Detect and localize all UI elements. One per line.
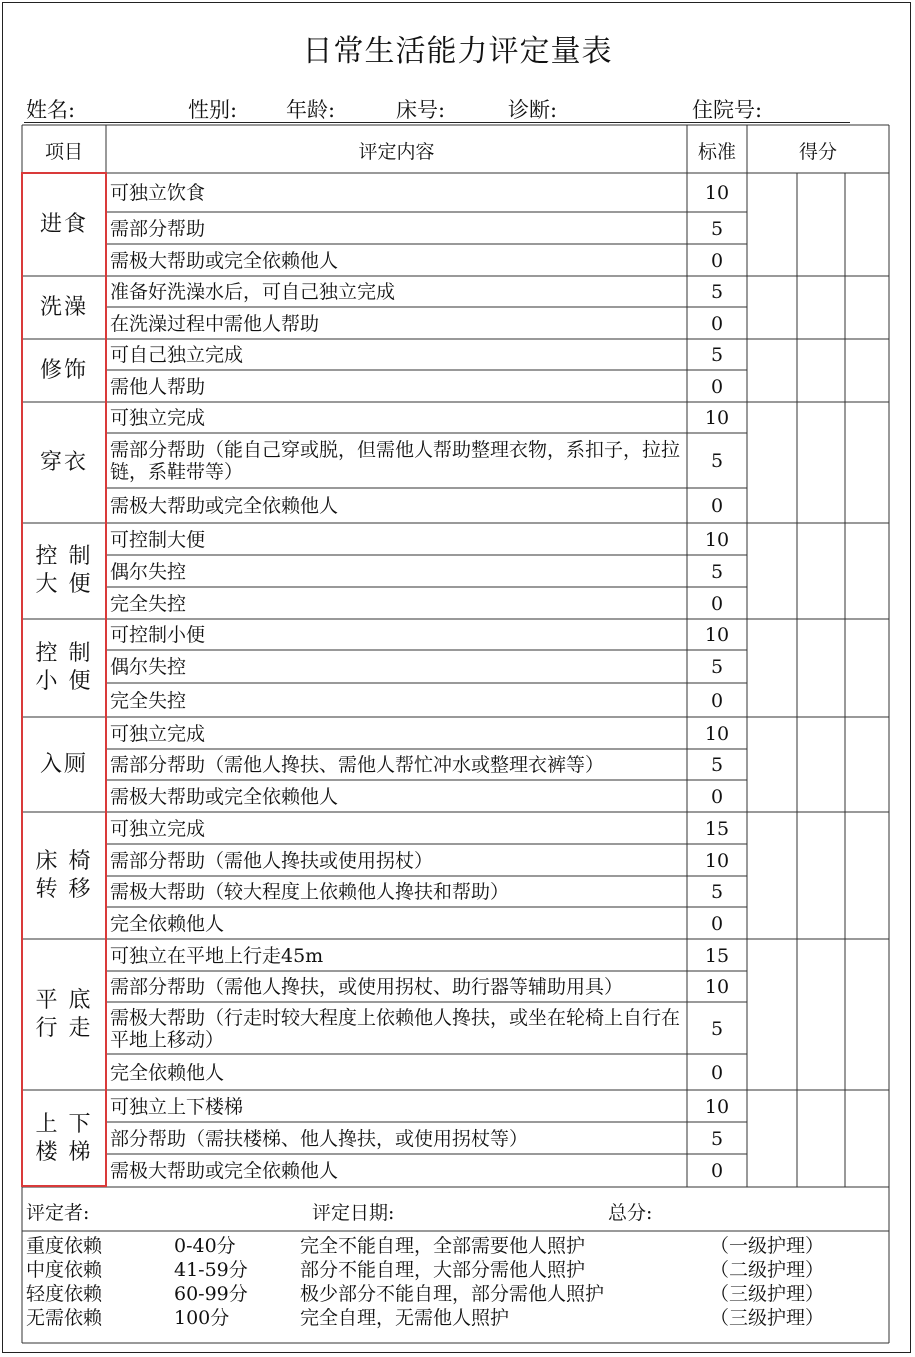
standard-score: 0 [710, 495, 724, 517]
standard-score: 10 [704, 624, 730, 646]
category-label: 控 制 小 便 [35, 641, 93, 694]
patient-info-line [24, 94, 850, 123]
level-desc: 部分不能自理，大部分需他人照护 [300, 1259, 586, 1281]
item-text: 部分帮助（需扶楼梯、他人搀扶，或使用拐杖等） [110, 1127, 529, 1150]
level-label: 无需依赖 [26, 1307, 103, 1329]
item-text: 在洗澡过程中需他人帮助 [110, 312, 320, 335]
category-label: 平 底 行 走 [35, 987, 93, 1041]
item-text: 可控制小便 [110, 624, 206, 646]
level-care: （三级护理） [710, 1283, 825, 1305]
item-text: 需极大帮助或完全依赖他人 [110, 249, 339, 272]
level-desc: 完全不能自理，全部需要他人照护 [300, 1235, 586, 1257]
item-text: 可控制大便 [110, 528, 206, 551]
standard-score: 15 [704, 944, 730, 967]
item-text: 需部分帮助（需他人搀扶，或使用拐杖、助行器等辅助用具） [110, 976, 624, 998]
item-text: 偶尔失控 [110, 560, 187, 583]
item-text: 完全失控 [110, 689, 187, 712]
header-content: 评定内容 [358, 141, 435, 163]
item-text: 需极大帮助或完全依赖他人 [110, 785, 339, 808]
standard-score: 5 [710, 881, 724, 903]
level-care: （三级护理） [710, 1307, 825, 1329]
item-text: 可独立完成 [110, 817, 206, 840]
item-text: 需部分帮助（需他人搀扶、需他人帮忙冲水或整理衣裤等） [110, 754, 605, 776]
item-text: 准备好洗澡水后，可自己独立完成 [110, 281, 396, 303]
category-label: 入厕 [39, 751, 88, 777]
level-care: （二级护理） [710, 1259, 825, 1281]
standard-score: 5 [710, 344, 724, 366]
gender-field[interactable]: 性别: [188, 98, 238, 122]
standard-score: 0 [710, 312, 724, 335]
standard-score: 0 [710, 689, 724, 712]
standard-score: 0 [710, 592, 724, 615]
standard-score: 0 [710, 912, 724, 935]
standard-score: 5 [710, 1017, 724, 1040]
standard-score: 10 [704, 976, 730, 998]
standard-score: 0 [710, 1061, 724, 1084]
level-label: 中度依赖 [26, 1259, 103, 1281]
item-text: 完全依赖他人 [110, 1061, 225, 1084]
level-label: 轻度依赖 [26, 1283, 103, 1305]
standard-score: 0 [710, 1160, 724, 1182]
item-text: 需极大帮助（较大程度上依赖他人搀扶和帮助） [110, 881, 510, 903]
item-text: 需他人帮助 [110, 375, 206, 398]
header-standard: 标准 [697, 141, 736, 163]
item-text: 完全依赖他人 [110, 912, 225, 935]
level-range: 41-59分 [174, 1259, 248, 1281]
standard-score: 0 [710, 375, 724, 398]
item-text: 可独立饮食 [110, 182, 206, 204]
item-text: 可独立在平地上行走45m [110, 944, 324, 967]
item-text: 需部分帮助（需他人搀扶或使用拐杖） [110, 849, 434, 872]
level-desc: 极少部分不能自理，部分需他人照护 [300, 1283, 605, 1305]
level-desc: 完全自理，无需他人照护 [300, 1307, 510, 1329]
item-text: 需极大帮助（行走时较大程度上依赖他人搀扶，或坐在轮椅上自行在平地上移动） [110, 1006, 681, 1051]
item-text: 需极大帮助或完全依赖他人 [110, 495, 339, 517]
date-field[interactable]: 评定日期: [312, 1202, 395, 1224]
category-label: 床 椅 转 移 [35, 848, 93, 902]
item-text: 需极大帮助或完全依赖他人 [110, 1160, 339, 1182]
standard-score: 5 [710, 754, 724, 776]
standard-score: 0 [710, 249, 724, 272]
item-text: 可独立完成 [110, 407, 206, 429]
standard-score: 5 [710, 450, 724, 472]
item-text: 可独立上下楼梯 [110, 1095, 244, 1118]
standard-score: 5 [710, 217, 724, 240]
item-text: 需部分帮助 [110, 217, 206, 240]
standard-score: 15 [704, 817, 730, 840]
item-text: 可自己独立完成 [110, 344, 244, 366]
standard-score: 0 [710, 785, 724, 808]
standard-score: 10 [704, 722, 730, 745]
category-label: 控 制 大 便 [35, 544, 93, 597]
standard-score: 5 [710, 1127, 724, 1150]
standard-score: 10 [704, 407, 730, 429]
item-text: 需部分帮助（能自己穿或脱，但需他人帮助整理衣物，系扣子，拉拉链，系鞋带等） [110, 439, 681, 483]
level-range: 100分 [174, 1307, 230, 1329]
standard-score: 5 [710, 560, 724, 583]
item-text: 可独立完成 [110, 722, 206, 745]
level-range: 60-99分 [174, 1283, 248, 1305]
category-label: 上 下 楼 梯 [35, 1111, 93, 1165]
age-field[interactable]: 年龄: [286, 98, 336, 122]
standard-score: 5 [710, 656, 724, 678]
standard-score: 10 [704, 1095, 730, 1118]
category-label: 修饰 [39, 357, 88, 383]
category-label: 穿衣 [39, 449, 88, 475]
header-score: 得分 [798, 141, 837, 163]
standard-score: 10 [704, 849, 730, 872]
admission-number-field[interactable]: 住院号: [692, 98, 763, 122]
item-text: 完全失控 [110, 592, 187, 615]
name-field[interactable]: 姓名: [26, 98, 76, 122]
page-title: 日常生活能力评定量表 [302, 34, 613, 69]
total-score-field[interactable]: 总分: [608, 1202, 653, 1224]
item-text: 偶尔失控 [110, 656, 187, 678]
standard-score: 5 [710, 281, 724, 303]
standard-score: 10 [704, 528, 730, 551]
level-care: （一级护理） [710, 1235, 825, 1257]
assessor-field[interactable]: 评定者: [26, 1202, 90, 1224]
standard-score: 10 [704, 182, 730, 204]
header-item: 项目 [44, 141, 83, 163]
level-label: 重度依赖 [26, 1235, 103, 1257]
category-label: 洗澡 [39, 294, 88, 320]
diagnosis-field[interactable]: 诊断: [508, 98, 558, 122]
bed-field[interactable]: 床号: [396, 98, 446, 122]
category-label: 进食 [39, 211, 88, 237]
level-range: 0-40分 [174, 1235, 236, 1257]
